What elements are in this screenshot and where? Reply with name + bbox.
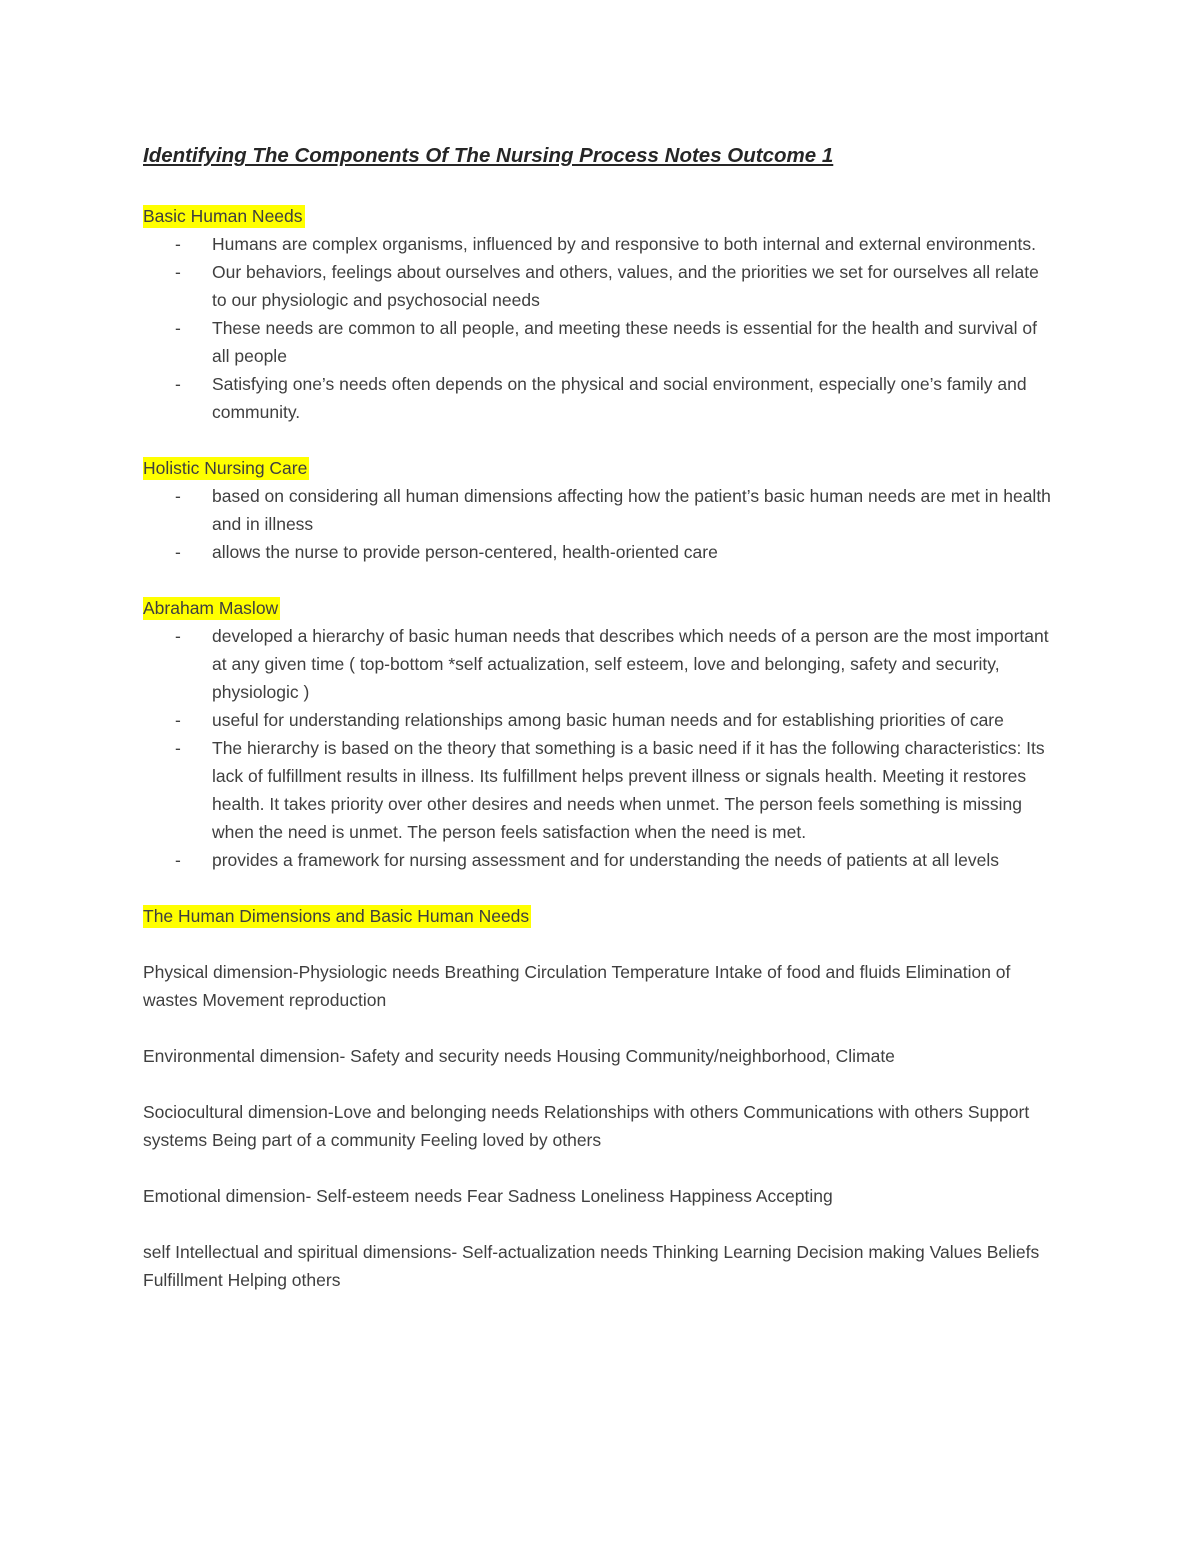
list-item [143,230,1056,258]
list-item-text: Our behaviors, feelings about ourselves and others, values, and the priorities we set for ourselves all relate to our physiologic and psychosocial needs [212,262,1039,310]
list-item-text: allows the nurse to provide person-centered, health-oriented care [212,542,718,562]
list-item-text: These needs are common to all people, and meeting these needs is essential for the health and survival of all people [212,318,1037,366]
list-item-text: Satisfying one’s needs often depends on the physical and social environment, especially one’s family and community. [212,374,1027,422]
list-item-text: Humans are complex organisms, influenced by and responsive to both internal and external environments. [212,234,1036,254]
highlighted-heading-text: The Human Dimensions and Basic Human Needs [143,906,530,926]
section-heading [143,454,1056,482]
list-item [143,538,1056,566]
bullet-list [143,482,1056,566]
bullet-dash: - [175,850,181,870]
section-basic-human-needs [143,202,1056,426]
bullet-list [143,622,1056,874]
bullet-dash: - [175,262,181,282]
list-item-text: useful for understanding relationships among basic human needs and for establishing priorities of care [212,710,1004,730]
bullet-dash: - [175,626,181,646]
bullet-dash: - [175,542,181,562]
bullet-list [143,230,1056,426]
list-item [143,314,1056,370]
list-item-text: The hierarchy is based on the theory that something is a basic need if it has the following characteristics: Its lack of fulfillment results in illness. Its fulfillment helps prevent illness or signals health. Meeting it restores health. It takes priority over other desires and needs when unmet. The person feels something is missing when the need is unmet. The person feels satisfaction when the need is met. [212,738,1045,842]
highlighted-heading-text: Abraham Maslow [143,598,279,618]
bullet-dash: - [175,710,181,730]
highlighted-heading-text: Holistic Nursing Care [143,458,308,478]
document-title: Identifying The Components Of The Nursing Process Notes Outcome 1 [143,144,834,167]
section-human-dimensions [143,902,1056,1294]
paragraph-intellectual-spiritual-dimension: self Intellectual and spiritual dimensions- Self-actualization needs Thinking Learning Decision making Values Beliefs Fulfillment Helping others [143,1242,1040,1290]
bullet-dash: - [175,318,181,338]
list-item [143,622,1056,706]
highlighted-heading-text: Basic Human Needs [143,206,303,226]
bullet-dash: - [175,738,181,758]
paragraph-emotional-dimension: Emotional dimension- Self-esteem needs Fear Sadness Loneliness Happiness Accepting [143,1186,833,1206]
section-heading [143,202,1056,230]
list-item [143,706,1056,734]
list-item [143,482,1056,538]
list-item-text: provides a framework for nursing assessment and for understanding the needs of patients at all levels [212,850,999,870]
paragraph-physical-dimension: Physical dimension-Physiologic needs Breathing Circulation Temperature Intake of food and fluids Elimination of wastes Movement reproduction [143,962,1011,1010]
bullet-dash: - [175,234,181,254]
list-item [143,846,1056,874]
bullet-dash: - [175,486,181,506]
section-holistic-nursing-care [143,454,1056,566]
section-heading [143,594,1056,622]
section-heading [143,902,1056,930]
section-abraham-maslow [143,594,1056,874]
paragraph-environmental-dimension: Environmental dimension- Safety and security needs Housing Community/neighborhood, Climate [143,1046,895,1066]
list-item-text: based on considering all human dimensions affecting how the patient’s basic human needs are met in health and in illness [212,486,1051,534]
list-item [143,370,1056,426]
bullet-dash: - [175,374,181,394]
list-item-text: developed a hierarchy of basic human needs that describes which needs of a person are the most important at any given time ( top-bottom *self actualization, self esteem, love and belonging, safety and security, physiologic ) [212,626,1049,702]
paragraph-sociocultural-dimension: Sociocultural dimension-Love and belonging needs Relationships with others Communications with others Support systems Being part of a community Feeling loved by others [143,1102,1030,1150]
list-item [143,258,1056,314]
list-item [143,734,1056,846]
